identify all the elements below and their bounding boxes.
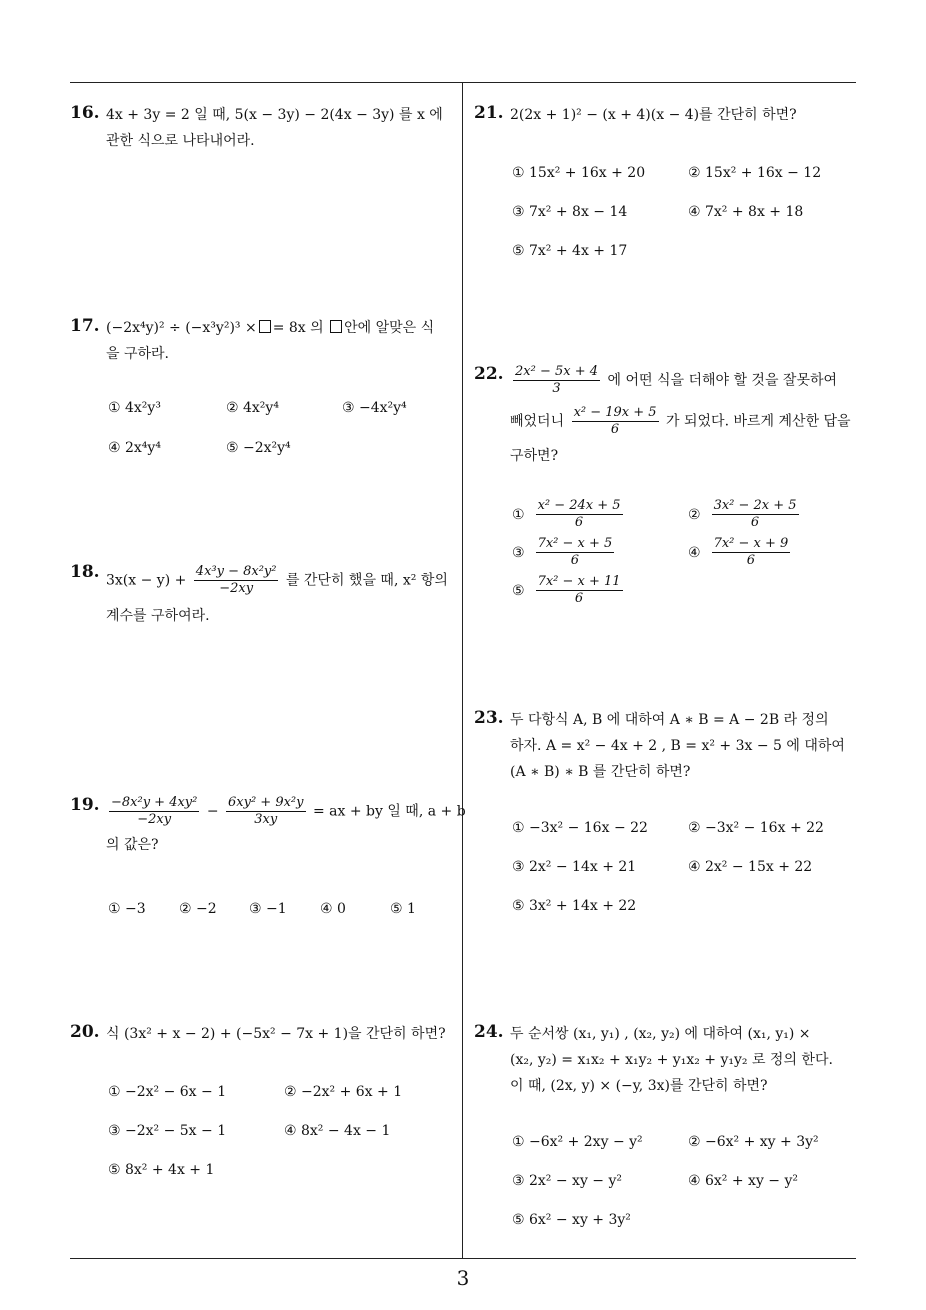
fraction: $\frac{\text{x² − 24x + 5}}{6}$ bbox=[537, 498, 621, 530]
bottom-rule bbox=[70, 1258, 856, 1259]
answer-option[interactable]: ② −2 bbox=[179, 901, 217, 917]
answer-option[interactable]: ④ 8x² − 4x − 1 bbox=[284, 1123, 391, 1139]
problem-number: 22. bbox=[474, 364, 504, 384]
answer-option[interactable]: ① −3x² − 16x − 22 bbox=[512, 820, 648, 836]
answer-option[interactable]: ① −2x² − 6x − 1 bbox=[108, 1084, 227, 1100]
fraction: $\frac{\text{3x² − 2x + 5}}{6}$ bbox=[713, 498, 797, 530]
answer-option[interactable]: ① 15x² + 16x + 20 bbox=[512, 165, 646, 181]
answer-option[interactable]: ① 4x²y³ bbox=[108, 400, 161, 416]
answer-option[interactable]: ① $\frac{\text{x² − 24x + 5}}{6}$ bbox=[512, 498, 621, 530]
blank-box-icon bbox=[330, 320, 342, 333]
problem-text-line: 관한 식으로 나타내어라. bbox=[106, 133, 255, 149]
page-number: 3 bbox=[456, 1266, 470, 1290]
problem-text-line: 두 순서쌍 (x₁, y₁) , (x₂, y₂) 에 대하여 (x₁, y₁) × bbox=[510, 1026, 811, 1042]
answer-option[interactable]: ④ 6x² + xy − y² bbox=[688, 1173, 799, 1189]
answer-option[interactable]: ④ 7x² + 8x + 18 bbox=[688, 204, 804, 220]
problem-text-line: 하자. A = x² − 4x + 2 , B = x² + 3x − 5 에 대하여 bbox=[510, 738, 845, 754]
column-divider bbox=[462, 82, 463, 1258]
answer-option[interactable]: ③ −1 bbox=[249, 901, 287, 917]
answer-option[interactable]: ⑤ −2x²y⁴ bbox=[226, 440, 291, 456]
answer-option[interactable]: ② $\frac{\text{3x² − 2x + 5}}{6}$ bbox=[688, 498, 797, 530]
problem-text: 가 되었다. 바르게 계산한 답을 bbox=[666, 413, 851, 430]
problem-text-line: 2(2x + 1)² − (x + 4)(x − 4)를 간단히 하면? bbox=[510, 107, 797, 123]
answer-option[interactable]: ④ 2x⁴y⁴ bbox=[108, 440, 161, 456]
problem-text: 3x(x − y) + bbox=[106, 572, 187, 589]
problem-number: 17. bbox=[70, 316, 100, 336]
answer-option[interactable]: ② −3x² − 16x + 22 bbox=[688, 820, 824, 836]
answer-option[interactable]: ① −6x² + 2xy − y² bbox=[512, 1134, 643, 1150]
answer-option[interactable]: ② −2x² + 6x + 1 bbox=[284, 1084, 403, 1100]
problem-text: (−2x⁴y)² ÷ (−x³y²)³ × bbox=[106, 320, 257, 336]
answer-option[interactable]: ⑤ 7x² + 4x + 17 bbox=[512, 243, 628, 259]
answer-option[interactable]: ⑤ 1 bbox=[390, 901, 416, 917]
top-rule bbox=[70, 82, 856, 83]
answer-option[interactable]: ⑤ 3x² + 14x + 22 bbox=[512, 898, 637, 914]
fraction: $\frac{\text{−8x²y + 4xy²}}{-2xy}$ bbox=[111, 795, 198, 827]
answer-option[interactable]: ③ 7x² + 8x − 14 bbox=[512, 204, 628, 220]
problem-text-line: (x₂, y₂) = x₁x₂ + x₁y₂ + y₁x₂ + y₁y₂ 로 정의 한다. bbox=[510, 1052, 833, 1068]
problem-number: 24. bbox=[474, 1022, 504, 1042]
answer-option[interactable]: ⑤ 6x² − xy + 3y² bbox=[512, 1212, 631, 1228]
problem-text: = ax + by 일 때, a + b bbox=[312, 803, 466, 820]
answer-option[interactable]: ② 4x²y⁴ bbox=[226, 400, 279, 416]
problem-number: 19. bbox=[70, 795, 100, 815]
answer-option[interactable]: ② 15x² + 16x − 12 bbox=[688, 165, 822, 181]
problem-number: 18. bbox=[70, 562, 100, 582]
fraction: $\frac{\text{2x² − 5x + 4}}{3}$ bbox=[515, 364, 599, 396]
problem-text-line: 구하면? bbox=[510, 448, 559, 464]
answer-option[interactable]: ② −6x² + xy + 3y² bbox=[688, 1134, 819, 1150]
problem-number: 16. bbox=[70, 103, 100, 123]
answer-option[interactable]: ③ 2x² − 14x + 21 bbox=[512, 859, 637, 875]
problem-text-line: 4x + 3y = 2 일 때, 5(x − 3y) − 2(4x − 3y) 를 x 에 bbox=[106, 107, 443, 123]
answer-option[interactable]: ③ 2x² − xy − y² bbox=[512, 1173, 623, 1189]
answer-option[interactable]: ⑤ 8x² + 4x + 1 bbox=[108, 1162, 215, 1178]
answer-option[interactable]: ④ 0 bbox=[320, 901, 346, 917]
answer-option[interactable]: ④ $\frac{\text{7x² − x + 9}}{6}$ bbox=[688, 536, 789, 568]
problem-number: 21. bbox=[474, 103, 504, 123]
problem-text: 빼었더니 bbox=[510, 413, 565, 430]
problem-text: 안에 알맞은 식 bbox=[344, 320, 435, 336]
answer-option[interactable]: ③ −2x² − 5x − 1 bbox=[108, 1123, 227, 1139]
minus-sign: − bbox=[206, 803, 219, 820]
answer-option[interactable]: ③ −4x²y⁴ bbox=[342, 400, 407, 416]
problem-text-line: 의 값은? bbox=[106, 837, 159, 853]
problem-text-line: 을 구하라. bbox=[106, 346, 169, 362]
fraction: $\frac{\text{4x³y − 8x²y²}}{-2xy}$ bbox=[195, 564, 277, 596]
fraction: $\frac{\text{7x² − x + 9}}{6}$ bbox=[713, 536, 789, 568]
answer-option[interactable]: ⑤ $\frac{\text{7x² − x + 11}}{6}$ bbox=[512, 574, 621, 606]
problem-text: 를 간단히 했을 때, x² 항의 bbox=[285, 572, 448, 589]
problem-text-line: 식 (3x² + x − 2) + (−5x² − 7x + 1)을 간단히 하면? bbox=[106, 1026, 446, 1042]
answer-option[interactable]: ① −3 bbox=[108, 901, 146, 917]
fraction: $\frac{\text{7x² − x + 11}}{6}$ bbox=[537, 574, 621, 606]
fraction: $\frac{\text{7x² − x + 5}}{6}$ bbox=[537, 536, 613, 568]
answer-option[interactable]: ③ $\frac{\text{7x² − x + 5}}{6}$ bbox=[512, 536, 613, 568]
problem-number: 23. bbox=[474, 708, 504, 728]
problem-text-line: 두 다항식 A, B 에 대하여 A ∗ B = A − 2B 라 정의 bbox=[510, 712, 829, 728]
blank-box-icon bbox=[259, 320, 271, 333]
problem-text: = 8x 의 bbox=[272, 320, 324, 336]
problem-text-line: 이 때, (2x, y) × (−y, 3x)를 간단히 하면? bbox=[510, 1078, 768, 1094]
problem-number: 20. bbox=[70, 1022, 100, 1042]
problem-text-line: (A ∗ B) ∗ B 를 간단히 하면? bbox=[510, 764, 691, 780]
problem-text: 에 어떤 식을 더해야 할 것을 잘못하여 bbox=[607, 372, 838, 389]
problem-text-line: 계수를 구하여라. bbox=[106, 608, 210, 624]
answer-option[interactable]: ④ 2x² − 15x + 22 bbox=[688, 859, 813, 875]
fraction: $\frac{\text{x² − 19x + 5}}{6}$ bbox=[573, 405, 657, 437]
fraction: $\frac{\text{6xy² + 9x²y}}{3xy}$ bbox=[228, 795, 304, 827]
